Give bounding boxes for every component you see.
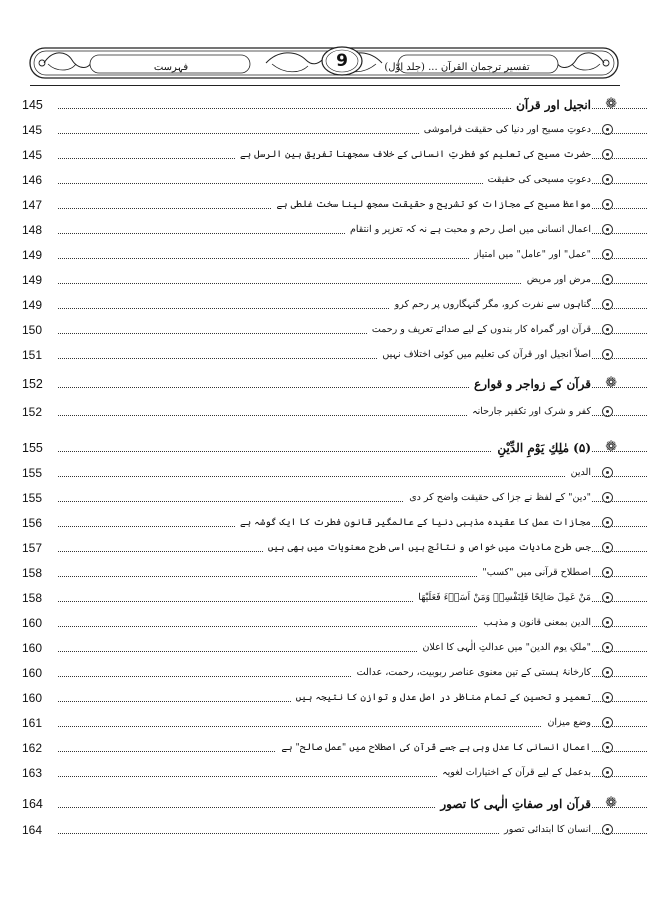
- toc-page-number: 160: [22, 616, 43, 630]
- toc-page-number: 152: [22, 405, 43, 419]
- bullet-icon: [602, 492, 613, 503]
- bullet-icon: [602, 149, 613, 160]
- bullet-icon: [602, 199, 613, 210]
- bullet-icon: [602, 517, 613, 528]
- flower-icon: ❁: [605, 375, 617, 391]
- toc-item-title: کفر و شرک اور تکفیر جارحانہ: [467, 402, 591, 422]
- toc-item-title: "دین" کے لفظ نے جزا کی حقیقت واضح کر دی: [404, 488, 591, 508]
- toc-item-title: مجازات عمل کا عقیدہ مذہبی دنیا کے عالمگیر قانونِ فطرت کا ایک گوشہ ہے: [235, 513, 591, 533]
- toc-section-row: [0, 794, 647, 814]
- toc-page-number: 162: [22, 741, 43, 755]
- toc-row: [0, 120, 647, 140]
- toc-page-number: 158: [22, 591, 43, 605]
- toc-page-number: 145: [22, 123, 43, 137]
- toc-page-number: 156: [22, 516, 43, 530]
- toc-item-title: الدین بمعنی قانون و مذہب: [478, 613, 591, 633]
- bullet-icon: [602, 542, 613, 553]
- bullet-icon: [602, 592, 613, 603]
- toc-page-number: 145: [22, 98, 43, 112]
- toc-page-number: 160: [22, 666, 43, 680]
- toc-page-number: 164: [22, 823, 43, 837]
- bullet-icon: [602, 692, 613, 703]
- bullet-icon: [602, 717, 613, 728]
- toc-item-title: مَنْ عَمِلَ صَالِحًا فَلِنَفْسِهٖ وَمَنْ اَسَاۗءَ فَعَلَيْهَا: [413, 588, 591, 608]
- toc-row: [0, 663, 647, 683]
- flower-icon: ❁: [605, 795, 617, 811]
- toc-item-title: کارخانۂ ہستی کے تین معنوی عناصر ربوبیت، رحمت، عدالت: [352, 663, 591, 683]
- toc-row: [0, 713, 647, 733]
- toc-item-title: حضرت مسیح کی تعلیم کو فطرتِ انسانی کے خلاف سمجھنا تفریق بین الرسل ہے: [235, 145, 591, 165]
- toc-row: [0, 402, 647, 422]
- bullet-icon: [602, 742, 613, 753]
- toc-row: [0, 538, 647, 558]
- toc-row: [0, 638, 647, 658]
- toc-item-title: اعمال انسانی میں اصل رحم و محبت ہے نہ کہ تعزیر و انتقام: [345, 220, 591, 240]
- toc-row: [0, 270, 647, 290]
- toc-section-title: انجیل اور قرآن: [511, 95, 591, 115]
- toc-page-number: 150: [22, 323, 43, 337]
- toc-page-number: 149: [22, 298, 43, 312]
- toc-item-title: وضع میزان: [542, 713, 591, 733]
- toc-page-number: 148: [22, 223, 43, 237]
- bullet-icon: [602, 642, 613, 653]
- toc-page-number: 146: [22, 173, 43, 187]
- bullet-icon: [602, 249, 613, 260]
- bullet-icon: [602, 667, 613, 678]
- toc-item-title: اصطلاح قرآنی میں "کسب": [477, 563, 591, 583]
- bullet-icon: [602, 274, 613, 285]
- dot-leader: [58, 476, 647, 477]
- toc-page-number: 161: [22, 716, 43, 730]
- toc-section-row: [0, 95, 647, 115]
- bullet-icon: [602, 124, 613, 135]
- toc-page-number: 163: [22, 766, 43, 780]
- bullet-icon: [602, 767, 613, 778]
- toc-page-number: 164: [22, 797, 43, 811]
- toc-page-number: 160: [22, 641, 43, 655]
- toc-page-number: 149: [22, 248, 43, 262]
- toc-item-title: دعوتِ مسیح اور دنیا کی حقیقت فراموشی: [419, 120, 591, 140]
- toc-item-title: تعمیر و تحسین کے تمام مناظر در اصل عدل و توازن کا نتیجہ ہیں: [291, 688, 591, 708]
- toc-row: [0, 145, 647, 165]
- flower-icon: ❁: [605, 439, 617, 455]
- toc-section-row: [0, 374, 647, 394]
- toc-row: [0, 295, 647, 315]
- toc-page-number: 160: [22, 691, 43, 705]
- toc-row: [0, 320, 647, 340]
- bullet-icon: [602, 824, 613, 835]
- bullet-icon: [602, 467, 613, 478]
- bullet-icon: [602, 406, 613, 417]
- bullet-icon: [602, 299, 613, 310]
- toc-section-title: قرآن اور صفاتِ الٰہی کا تصور: [435, 794, 591, 814]
- toc-item-title: "ملکِ یوم الدین" میں عدالتِ الٰہی کا اعلان: [417, 638, 591, 658]
- toc-row: [0, 220, 647, 240]
- toc-item-title: اصلاً انجیل اور قرآن کی تعلیم میں کوئی اختلاف نہیں: [377, 345, 591, 365]
- toc-page-number: 158: [22, 566, 43, 580]
- toc-row: [0, 613, 647, 633]
- toc-row: [0, 563, 647, 583]
- toc-page-number: 145: [22, 148, 43, 162]
- toc-row: [0, 245, 647, 265]
- toc-item-title: انسان کا ابتدائی تصور: [499, 820, 591, 840]
- toc-page-number: 149: [22, 273, 43, 287]
- toc-row: [0, 170, 647, 190]
- toc-item-title: گناہوں سے نفرت کرو، مگر گنہگاروں پر رحم کرو: [390, 295, 591, 315]
- bullet-icon: [602, 349, 613, 360]
- toc-row: [0, 688, 647, 708]
- bullet-icon: [602, 224, 613, 235]
- toc-page-number: 155: [22, 441, 43, 455]
- toc-section-title: (۵) مٰلِكِ يَوْمِ الدِّيْنِ: [492, 438, 591, 458]
- toc-item-title: مرض اور مریض: [522, 270, 591, 290]
- toc-item-title: اعمال انسانی کا عدل وہی ہے جسے قرآن کی اصطلاح میں "عمل صالح" ہے: [276, 738, 591, 758]
- flower-icon: ❁: [605, 96, 617, 112]
- section-label: فہرست: [153, 62, 189, 73]
- toc-item-title: جس طرح مادیات میں خواص و نتائج ہیں اسی طرح معنویات میں بھی ہیں: [263, 538, 591, 558]
- toc-row: [0, 463, 647, 483]
- toc-item-title: الدین: [566, 463, 591, 483]
- toc-page-number: 157: [22, 541, 43, 555]
- bullet-icon: [602, 174, 613, 185]
- toc-page-number: 151: [22, 348, 43, 362]
- toc-row: [0, 763, 647, 783]
- toc-item-title: قرآن اور گمراہ کار بندوں کے لیے صدائے تعریف و رحمت: [367, 320, 591, 340]
- toc-item-title: دعوتِ مسیحی کی حقیقت: [483, 170, 591, 190]
- toc-page-number: 155: [22, 466, 43, 480]
- toc-row: [0, 588, 647, 608]
- bullet-icon: [602, 617, 613, 628]
- toc-page-number: 155: [22, 491, 43, 505]
- toc-row: [0, 345, 647, 365]
- toc-item-title: مواعظ مسیح کے مجازات کو تشریح و حقیقت سمجھ لینا سخت غلطی ہے: [271, 195, 591, 215]
- toc-row: [0, 820, 647, 840]
- toc-page-number: 152: [22, 377, 43, 391]
- toc-row: [0, 195, 647, 215]
- bullet-icon: [602, 324, 613, 335]
- toc-row: [0, 738, 647, 758]
- toc-section-title: قرآن کے زواجر و قوارع: [469, 374, 591, 394]
- toc-row: [0, 513, 647, 533]
- bullet-icon: [602, 567, 613, 578]
- page-number: 9: [336, 51, 348, 71]
- toc-item-title: "عمل" اور "عامل" میں امتیاز: [469, 245, 591, 265]
- toc-item-title: بدعمل کے لیے قرآن کے اختیارات لغویہ: [437, 763, 591, 783]
- toc-page-number: 147: [22, 198, 43, 212]
- toc-section-row: [0, 438, 647, 458]
- toc-row: [0, 488, 647, 508]
- book-title: تفسیر ترجمان القرآن ... (جلد اوّل): [384, 62, 530, 73]
